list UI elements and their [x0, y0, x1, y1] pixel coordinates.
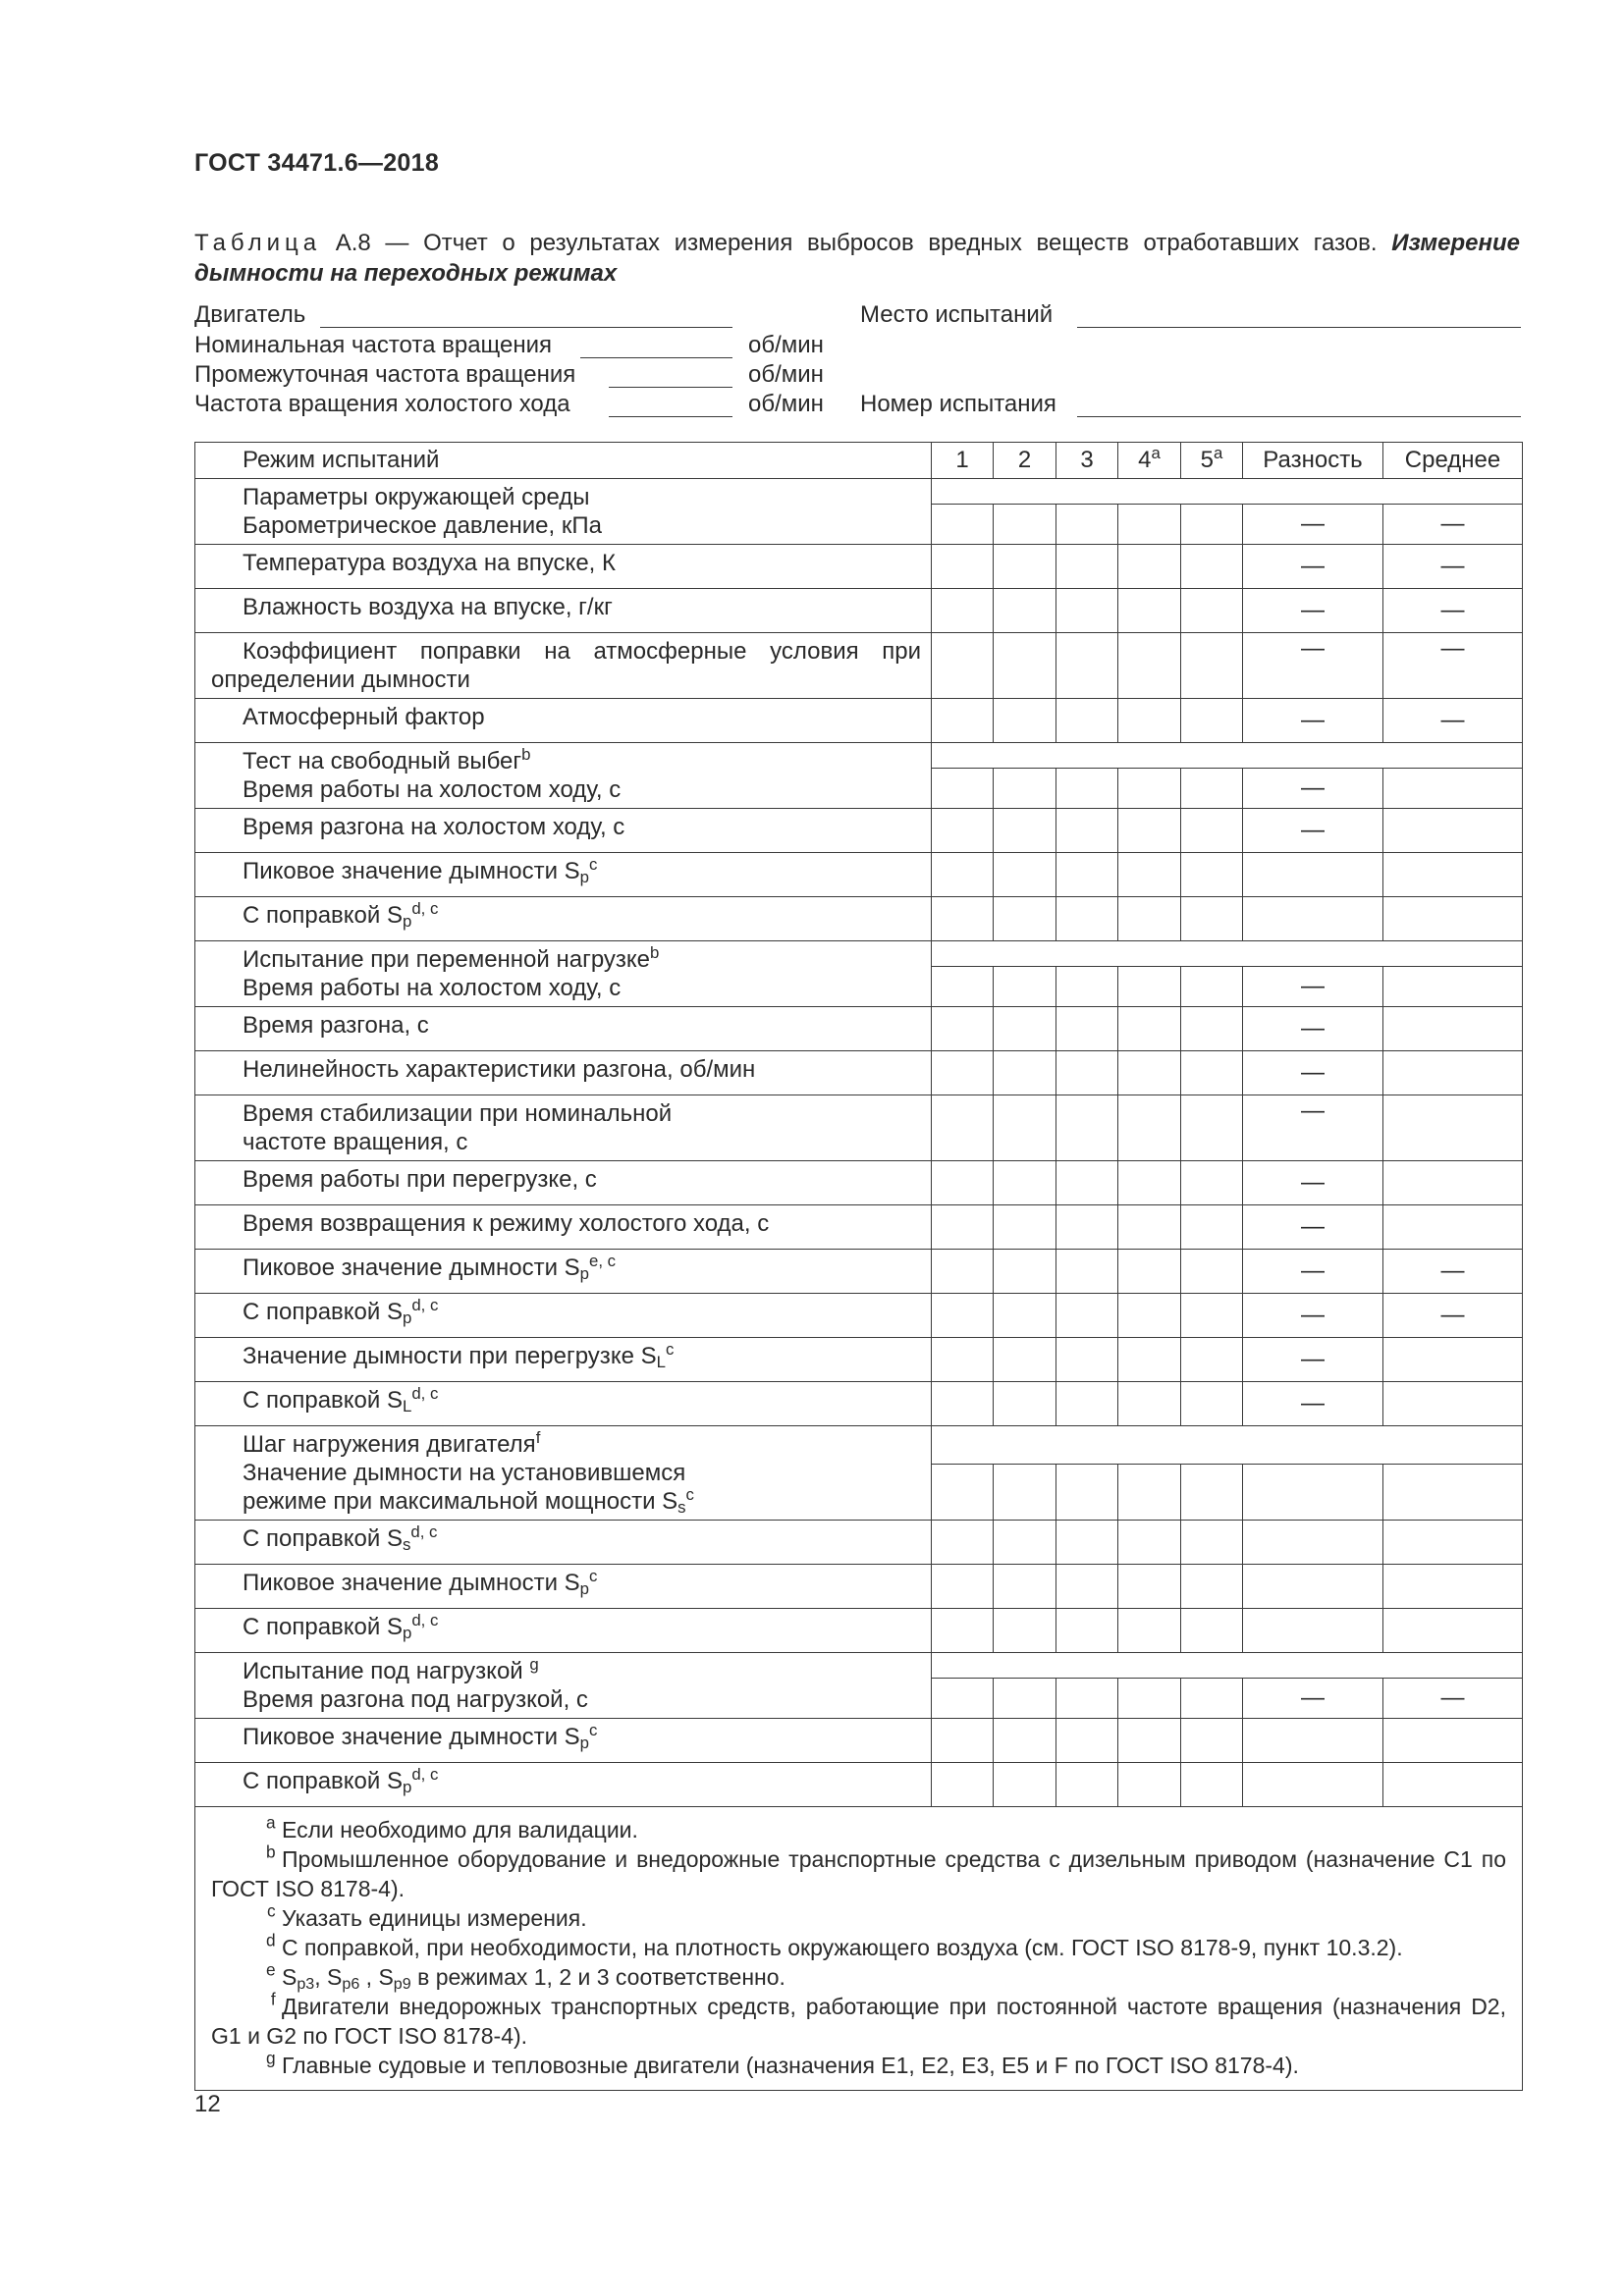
table-row	[195, 1338, 1523, 1382]
header-col-5: 5$^a$	[1181, 443, 1243, 479]
cell[interactable]	[932, 1565, 994, 1609]
cell[interactable]	[1383, 966, 1523, 1006]
cell[interactable]	[932, 897, 994, 941]
cell[interactable]	[1118, 1250, 1181, 1294]
row-label-nonlinearity: Нелинейность характеристики разгона, об/мин	[195, 1051, 932, 1095]
dash-cell: —	[1243, 1205, 1383, 1250]
row-label-air-humidity: Влажность воздуха на впуске, г/кг	[195, 589, 932, 633]
note-c: $^c$ Указать единицы измерения.	[266, 1900, 587, 1931]
table-row	[195, 1521, 1523, 1565]
cell[interactable]	[1118, 768, 1181, 808]
spacer-cell	[932, 1426, 1523, 1465]
cell[interactable]	[1383, 1161, 1523, 1205]
cell[interactable]	[994, 1719, 1056, 1763]
row-label-peak-smoke: Пиковое значение дымности $S_p^c$	[195, 853, 932, 897]
dash-cell: —	[1243, 1161, 1383, 1205]
cell[interactable]	[932, 1250, 994, 1294]
cell[interactable]	[994, 1007, 1056, 1051]
header-col-2: 2	[994, 443, 1056, 479]
cell[interactable]	[1118, 1565, 1181, 1609]
cell[interactable]	[1181, 1095, 1243, 1161]
cell[interactable]	[932, 1521, 994, 1565]
cell[interactable]	[994, 1250, 1056, 1294]
cell[interactable]	[1181, 1161, 1243, 1205]
dash-cell: —	[1383, 504, 1523, 544]
cell[interactable]	[1118, 809, 1181, 853]
cell[interactable]	[1181, 853, 1243, 897]
cell[interactable]	[1056, 809, 1118, 853]
cell[interactable]	[1383, 1521, 1523, 1565]
dash-cell: —	[1243, 1250, 1383, 1294]
row-label-corrected-overload-smoke: С поправкой $S_L^{d, c}$	[195, 1382, 932, 1426]
note-b: $^b$ Промышленное оборудование и внедорожные транспортные средства с дизельным приводом (назначение С1 по ГОСТ ISO 8178-4).	[211, 1842, 1506, 1901]
cell[interactable]	[1118, 1465, 1181, 1521]
row-label-idle-accel-time: Время разгона на холостом ходу, с	[195, 809, 932, 853]
dash-cell: —	[1243, 1294, 1383, 1338]
cell[interactable]	[1056, 1678, 1118, 1718]
header-col-1: 1	[932, 443, 994, 479]
cell[interactable]	[1383, 1609, 1523, 1653]
cell[interactable]	[1383, 1382, 1523, 1426]
table-row	[195, 1007, 1523, 1051]
table-row	[195, 1719, 1523, 1763]
cell[interactable]	[932, 768, 994, 808]
cell[interactable]	[1181, 1205, 1243, 1250]
table-row	[195, 1161, 1523, 1205]
cell[interactable]	[1118, 1609, 1181, 1653]
cell[interactable]	[1118, 1521, 1181, 1565]
cell[interactable]	[1118, 966, 1181, 1006]
cell[interactable]	[1056, 1609, 1118, 1653]
cell[interactable]	[1383, 853, 1523, 897]
table-row	[195, 1095, 1523, 1161]
cell[interactable]	[932, 853, 994, 897]
cell[interactable]	[1181, 1338, 1243, 1382]
cell[interactable]	[1056, 504, 1118, 544]
cell[interactable]	[1243, 1763, 1383, 1807]
cell[interactable]	[994, 1678, 1056, 1718]
cell[interactable]	[932, 1007, 994, 1051]
cell[interactable]	[1056, 1719, 1118, 1763]
cell[interactable]	[1056, 1294, 1118, 1338]
dash-cell: —	[1243, 1678, 1383, 1718]
note-g: $^g$ Главные судовые и тепловозные двигатели (назначения Е1, Е2, Е3, Е5 и F по ГОСТ ISO 8178-4).	[266, 2048, 1299, 2078]
cell[interactable]	[1181, 504, 1243, 544]
dash-cell: —	[1243, 633, 1383, 699]
cell[interactable]	[1181, 966, 1243, 1006]
note-a: $^a$ Если необходимо для валидации.	[266, 1812, 638, 1842]
cell[interactable]	[1056, 699, 1118, 743]
cell[interactable]	[1056, 1382, 1118, 1426]
table-row	[195, 853, 1523, 897]
cell[interactable]	[1181, 1250, 1243, 1294]
cell[interactable]	[1181, 589, 1243, 633]
cell[interactable]	[1243, 897, 1383, 941]
cell[interactable]	[994, 966, 1056, 1006]
cell[interactable]	[932, 504, 994, 544]
cell[interactable]	[1383, 1565, 1523, 1609]
results-table	[194, 442, 1523, 2091]
cell[interactable]	[994, 1521, 1056, 1565]
cell[interactable]	[994, 504, 1056, 544]
cell[interactable]	[1383, 1007, 1523, 1051]
cell[interactable]	[1056, 1205, 1118, 1250]
cell[interactable]	[994, 768, 1056, 808]
test-place-label: Место испытаний	[860, 301, 1054, 328]
note-f: $^f$ Двигатели внедорожных транспортных средств, работающие при постоянной частоте вращения (назначения D2, G1 и G2 по ГОСТ ISO 8178-4).	[211, 1989, 1506, 2049]
dash-cell: —	[1243, 1382, 1383, 1426]
row-label-atm-factor: Атмосферный фактор	[195, 699, 932, 743]
table-row	[195, 809, 1523, 853]
cell[interactable]	[1243, 853, 1383, 897]
table-row	[195, 545, 1523, 589]
header-col-3: 3	[1056, 443, 1118, 479]
table-row	[195, 1051, 1523, 1095]
header-row	[195, 443, 1523, 479]
table-row	[195, 479, 1523, 505]
test-place-field[interactable]	[1077, 327, 1521, 328]
cell[interactable]	[994, 699, 1056, 743]
header-diff: Разность	[1243, 443, 1383, 479]
caption-emphasis: Измерение дымности на переходных режимах	[194, 230, 1520, 287]
cell[interactable]	[932, 1609, 994, 1653]
row-label-return-time: Время возвращения к режиму холостого хода, с	[195, 1205, 932, 1250]
intermediate-speed-field[interactable]	[609, 387, 732, 388]
dash-cell: —	[1383, 699, 1523, 743]
cell[interactable]	[994, 633, 1056, 699]
cell[interactable]	[1181, 699, 1243, 743]
cell[interactable]	[932, 809, 994, 853]
cell[interactable]	[994, 1051, 1056, 1095]
cell[interactable]	[994, 1294, 1056, 1338]
cell[interactable]	[1056, 897, 1118, 941]
cell[interactable]	[994, 1565, 1056, 1609]
cell[interactable]	[1383, 1095, 1523, 1161]
spacer-cell	[932, 941, 1523, 967]
cell[interactable]	[1181, 1609, 1243, 1653]
dash-cell: —	[1243, 1051, 1383, 1095]
cell[interactable]	[1056, 545, 1118, 589]
dash-cell: —	[1383, 633, 1523, 699]
cell[interactable]	[1181, 1521, 1243, 1565]
cell[interactable]	[1056, 1051, 1118, 1095]
cell[interactable]	[1118, 1205, 1181, 1250]
cell[interactable]	[1181, 545, 1243, 589]
cell[interactable]	[932, 1205, 994, 1250]
cell[interactable]	[994, 1161, 1056, 1205]
cell[interactable]	[1181, 768, 1243, 808]
table-row	[195, 1382, 1523, 1426]
cell[interactable]	[1181, 1763, 1243, 1807]
cell[interactable]	[1181, 1051, 1243, 1095]
cell[interactable]	[1056, 1095, 1118, 1161]
cell[interactable]	[1181, 1382, 1243, 1426]
cell[interactable]	[1056, 1338, 1118, 1382]
cell[interactable]	[994, 545, 1056, 589]
cell[interactable]	[932, 1161, 994, 1205]
cell[interactable]	[994, 1095, 1056, 1161]
cell[interactable]	[932, 545, 994, 589]
cell[interactable]	[1118, 1719, 1181, 1763]
row-label-overload-time: Время работы при перегрузке, с	[195, 1161, 932, 1205]
row-label-corrected-smoke-variable: С поправкой $S_p^{d, c}$	[195, 1294, 932, 1338]
table-row	[195, 1294, 1523, 1338]
cell[interactable]	[1056, 633, 1118, 699]
idle-speed-unit: об/мин	[748, 391, 824, 417]
cell[interactable]	[1383, 1205, 1523, 1250]
dash-cell: —	[1243, 545, 1383, 589]
cell[interactable]	[1118, 1338, 1181, 1382]
dash-cell: —	[1243, 1007, 1383, 1051]
dash-cell: —	[1243, 589, 1383, 633]
note-d: $^d$ С поправкой, при необходимости, на плотность окружающего воздуха (см. ГОСТ ISO 8178-9, пункт 10.3.2).	[266, 1930, 1403, 1960]
rated-speed-field[interactable]	[580, 357, 732, 358]
row-label-variable-load: Испытание при переменной нагрузке$^b$ Время работы на холостом ходу, с	[195, 941, 932, 1007]
cell[interactable]	[1118, 897, 1181, 941]
header-avg: Среднее	[1383, 443, 1523, 479]
cell[interactable]	[1118, 1161, 1181, 1205]
cell[interactable]	[994, 853, 1056, 897]
cell[interactable]	[932, 1763, 994, 1807]
cell[interactable]	[1383, 768, 1523, 808]
row-label-peak-smoke-load: Пиковое значение дымности $S_p^c$	[195, 1719, 932, 1763]
dash-cell: —	[1243, 768, 1383, 808]
cell[interactable]	[1118, 1051, 1181, 1095]
row-label-air-temp: Температура воздуха на впуске, К	[195, 545, 932, 589]
cell[interactable]	[1056, 1161, 1118, 1205]
cell[interactable]	[932, 1095, 994, 1161]
cell[interactable]	[1118, 699, 1181, 743]
dash-cell: —	[1383, 545, 1523, 589]
spacer-cell	[932, 1653, 1523, 1679]
row-label-corrected-steady-smoke: С поправкой $S_s^{d, c}$	[195, 1521, 932, 1565]
cell[interactable]	[932, 1338, 994, 1382]
intermediate-speed-unit: об/мин	[748, 361, 824, 388]
dash-cell: —	[1383, 1678, 1523, 1718]
row-label-corrected-peak-load: С поправкой $S_p^{d, c}$	[195, 1763, 932, 1807]
dash-cell: —	[1243, 809, 1383, 853]
row-label-correction-factor: Коэффициент поправки на атмосферные условия при определении дымности	[195, 633, 932, 699]
table-row	[195, 897, 1523, 941]
cell[interactable]	[1181, 1007, 1243, 1051]
cell[interactable]	[1243, 1565, 1383, 1609]
dash-cell: —	[1383, 1250, 1523, 1294]
table-row	[195, 1763, 1523, 1807]
cell[interactable]	[1056, 1763, 1118, 1807]
cell[interactable]	[994, 809, 1056, 853]
table-row	[195, 1609, 1523, 1653]
idle-speed-label: Частота вращения холостого хода	[194, 391, 570, 417]
cell[interactable]	[1243, 1465, 1383, 1521]
header-col-4: 4$^a$	[1118, 443, 1181, 479]
cell[interactable]	[1383, 1051, 1523, 1095]
cell[interactable]	[932, 1051, 994, 1095]
cell[interactable]	[1056, 1565, 1118, 1609]
cell[interactable]	[1181, 633, 1243, 699]
cell[interactable]	[1243, 1609, 1383, 1653]
cell[interactable]	[1118, 1007, 1181, 1051]
cell[interactable]	[994, 1338, 1056, 1382]
caption-text: А.8 — Отчет о результатах измерения выбросов вредных веществ отработавших газов.	[321, 230, 1392, 256]
row-label-load-step: Шаг нагружения двигателя$^f$ Значение дымности на установившемся режиме при максимальной мощности $S_s^c$	[195, 1426, 932, 1521]
cell[interactable]	[932, 1719, 994, 1763]
table-caption	[194, 228, 1520, 289]
cell[interactable]	[1118, 1294, 1181, 1338]
test-number-label: Номер испытания	[860, 391, 1056, 417]
cell[interactable]	[1181, 1678, 1243, 1718]
cell[interactable]	[1056, 1521, 1118, 1565]
cell[interactable]	[1056, 1007, 1118, 1051]
row-label-overload-smoke: Значение дымности при перегрузке $S_L^c$	[195, 1338, 932, 1382]
cell[interactable]	[1243, 1719, 1383, 1763]
cell[interactable]	[1181, 1465, 1243, 1521]
table-row	[195, 633, 1523, 699]
cell[interactable]	[1118, 589, 1181, 633]
table-row	[195, 1426, 1523, 1465]
cell[interactable]	[1383, 1338, 1523, 1382]
cell[interactable]	[1181, 809, 1243, 853]
cell[interactable]	[932, 1294, 994, 1338]
table-row	[195, 589, 1523, 633]
cell[interactable]	[1056, 853, 1118, 897]
document-header: ГОСТ 34471.6—2018	[194, 149, 440, 177]
table-row	[195, 1205, 1523, 1250]
cell[interactable]	[1118, 1095, 1181, 1161]
cell[interactable]	[1383, 809, 1523, 853]
cell[interactable]	[932, 1465, 994, 1521]
table-row	[195, 743, 1523, 769]
row-label-stabilization-time: Время стабилизации при номинальной частоте вращения, с	[195, 1095, 932, 1161]
dash-cell: —	[1243, 1095, 1383, 1161]
row-label-peak-smoke-step: Пиковое значение дымности $S_p^c$	[195, 1565, 932, 1609]
cell[interactable]	[1383, 1719, 1523, 1763]
engine-label: Двигатель	[194, 301, 306, 328]
cell[interactable]	[932, 633, 994, 699]
row-label-corrected-peak-step: С поправкой $S_p^{d, c}$	[195, 1609, 932, 1653]
dash-cell: —	[1243, 966, 1383, 1006]
cell[interactable]	[1118, 853, 1181, 897]
row-label-ambient: Параметры окружающей среды Барометрическое давление, кПа	[195, 479, 932, 545]
cell[interactable]	[1118, 633, 1181, 699]
header-mode: Режим испытаний	[195, 443, 932, 479]
cell[interactable]	[1056, 768, 1118, 808]
cell[interactable]	[994, 1382, 1056, 1426]
cell[interactable]	[932, 1382, 994, 1426]
cell[interactable]	[932, 699, 994, 743]
row-label-free-accel: Тест на свободный выбег$^b$ Время работы на холостом ходу, с	[195, 743, 932, 809]
test-number-field[interactable]	[1077, 416, 1521, 417]
cell[interactable]	[1181, 1565, 1243, 1609]
table-row	[195, 1653, 1523, 1679]
cell[interactable]	[994, 1205, 1056, 1250]
cell[interactable]	[932, 1678, 994, 1718]
idle-speed-field[interactable]	[609, 416, 732, 417]
intermediate-speed-label: Промежуточная частота вращения	[194, 361, 576, 388]
cell[interactable]	[1181, 1719, 1243, 1763]
cell[interactable]	[1383, 897, 1523, 941]
table-row	[195, 1250, 1523, 1294]
row-label-load-test: Испытание под нагрузкой $^g$ Время разгона под нагрузкой, с	[195, 1653, 932, 1719]
caption-prefix: Таблица	[194, 230, 322, 256]
table-row	[195, 941, 1523, 967]
cell[interactable]	[932, 589, 994, 633]
table-notes	[195, 1807, 1523, 2091]
cell[interactable]	[1181, 1294, 1243, 1338]
cell[interactable]	[1056, 589, 1118, 633]
spacer-cell	[932, 479, 1523, 505]
dash-cell: —	[1243, 699, 1383, 743]
table-row	[195, 1565, 1523, 1609]
note-e: $^e$ $S_{p3}$, $S_{p6}$ , $S_{p9}$ в режимах 1, 2 и 3 соответственно.	[266, 1959, 785, 1994]
row-label-peak-smoke-variable: Пиковое значение дымности $S_p^{e, c}$	[195, 1250, 932, 1294]
cell[interactable]	[994, 897, 1056, 941]
cell[interactable]	[994, 1763, 1056, 1807]
row-label-corrected-smoke: С поправкой $S_p^{d, c}$	[195, 897, 932, 941]
cell[interactable]	[1118, 504, 1181, 544]
cell[interactable]	[1056, 1250, 1118, 1294]
rated-speed-label: Номинальная частота вращения	[194, 332, 553, 358]
cell[interactable]	[1243, 1521, 1383, 1565]
row-label-accel-time: Время разгона, с	[195, 1007, 932, 1051]
cell[interactable]	[1383, 1763, 1523, 1807]
notes-row	[195, 1807, 1523, 2091]
cell[interactable]	[994, 1609, 1056, 1653]
table-row	[195, 699, 1523, 743]
cell[interactable]	[1056, 966, 1118, 1006]
spacer-cell	[932, 743, 1523, 769]
engine-field[interactable]	[320, 327, 732, 328]
cell[interactable]	[1118, 1678, 1181, 1718]
dash-cell: —	[1243, 1338, 1383, 1382]
cell[interactable]	[1056, 1465, 1118, 1521]
dash-cell: —	[1243, 504, 1383, 544]
cell[interactable]	[1118, 545, 1181, 589]
page-number: 12	[194, 2091, 221, 2117]
cell[interactable]	[1181, 897, 1243, 941]
dash-cell: —	[1383, 1294, 1523, 1338]
cell[interactable]	[1118, 1763, 1181, 1807]
cell[interactable]	[994, 589, 1056, 633]
cell[interactable]	[1118, 1382, 1181, 1426]
dash-cell: —	[1383, 589, 1523, 633]
cell[interactable]	[1383, 1465, 1523, 1521]
cell[interactable]	[932, 966, 994, 1006]
cell[interactable]	[994, 1465, 1056, 1521]
rated-speed-unit: об/мин	[748, 332, 824, 358]
